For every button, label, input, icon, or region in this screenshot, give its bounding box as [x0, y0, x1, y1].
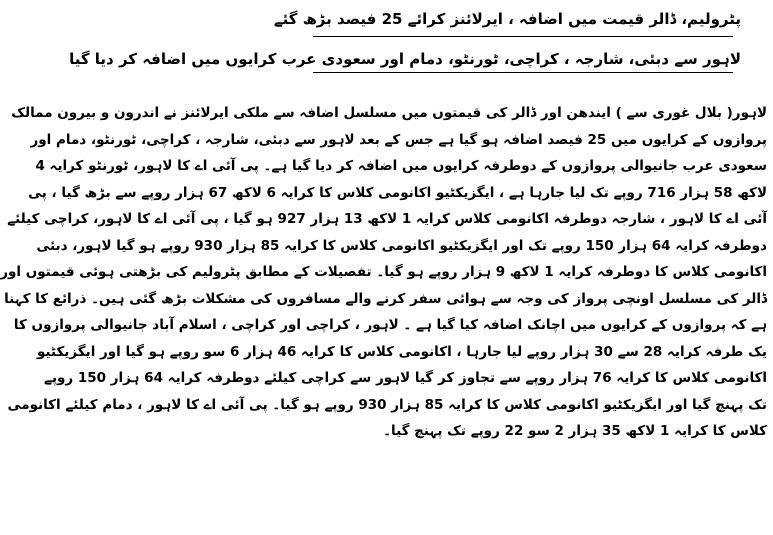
article-line-5: آئی اے کا لاہور ، شارجہ دوطرفہ اکانومی کلاس کرایہ 1 لاکھ 13 ہزار 927 ہو گیا ، پی آئی اے کا لاہور، کراچی کیلئے: [7, 211, 767, 227]
article-line-2: پروازوں کے کرایوں میں 25 فیصد اضافہ ہو گیا ہے جس کے بعد لاہور سے دبئی، شارجہ ، کراچی، ٹورنٹو، دمام اور: [30, 131, 767, 148]
article-line-12: تک پہنچ گیا اور ایگزیکٹیو اکانومی کلاس کا کرایہ 85 ہزار 930 روپے ہو گیا۔ پی آئی اے کا لاہور ، دمام کیلئے اکانومی: [7, 396, 767, 413]
headline-divider-top: [313, 36, 733, 37]
headline-divider-bottom: [313, 72, 733, 73]
article-line-8: ڈالر کی مسلسل اونچی پرواز کی وجہ سے ہوائی سفر کرنے والے مسافروں کی مشکلات بڑھ گئی ہیں۔ ذرائع کا کہنا: [4, 290, 767, 307]
article-line-11: اکانومی کلاس کا کرایہ 76 ہزار روپے سے تجاوز کر گیا لاہور سے کراچی کیلئے دوطرفہ کرایہ 64 ہزار 150 روپے: [44, 370, 767, 386]
article-line-3: سعودی عرب جانیوالی پروازوں کے دوطرفہ کرایوں میں اضافہ کر دیا گیا ہے۔ پی آئی اے کا لاہور، ٹورنٹو کرایہ 4: [35, 158, 767, 174]
article-line-7: اکانومی کلاس کا دوطرفہ کرایہ 1 لاکھ 9 ہزار روپے ہو گیا۔ تفصیلات کے مطابق پٹرولیم کی بڑھتی ہوئی قیمتوں اور: [0, 264, 767, 280]
article-line-1: لاہور( بلال غوری سے ) ایندھن اور ڈالر کی قیمتوں میں مسلسل اضافہ سے ملکی ایرلائنز نے اندرون و بیرون ممالک: [11, 105, 767, 121]
article-line-10: یک طرفہ کرایہ 28 سے 30 ہزار روپے لیا جارہا ، اکانومی کلاس کا کرایہ 46 ہزار 6 سو روپے ہو گیا اور ایگزیکٹیو: [36, 343, 767, 360]
article-line-13: کلاس کا کرایہ 1 لاکھ 35 ہزار 2 سو 22 روپے تک پہنچ گیا۔: [383, 423, 767, 439]
headline-primary: پٹرولیم، ڈالر قیمت میں اضافہ ، ایرلائنز کرائے 25 فیصد بڑھ گئے: [273, 10, 741, 28]
article-line-4: لاکھ 58 ہزار 716 روپے تک لیا جارہا ہے ، ایگزیکٹیو اکانومی کلاس کا کرایہ 6 لاکھ 67 ہزار روپے سے بڑھ گیا ، پی: [28, 184, 767, 201]
headline-secondary: لاہور سے دبئی، شارجہ ، کراچی، ٹورنٹو، دمام اور سعودی عرب کرایوں میں اضافہ کر دیا گیا: [69, 50, 741, 68]
article-line-9: ہے کہ پروازوں کے کرایوں میں اچانک اضافہ کیا گیا ہے ۔ لاہور ، کراچی اور کراچی ، اسلام آباد جانیوالی پروازوں کا: [13, 317, 767, 333]
article-line-6: دوطرفہ کرایہ 64 ہزار 150 روپے تک اور ایگزیکٹیو اکانومی کلاس کا کرایہ 85 ہزار 930 روپے ہو گیا لاہور، دبئی: [36, 237, 767, 254]
article-body: [0, 100, 767, 445]
